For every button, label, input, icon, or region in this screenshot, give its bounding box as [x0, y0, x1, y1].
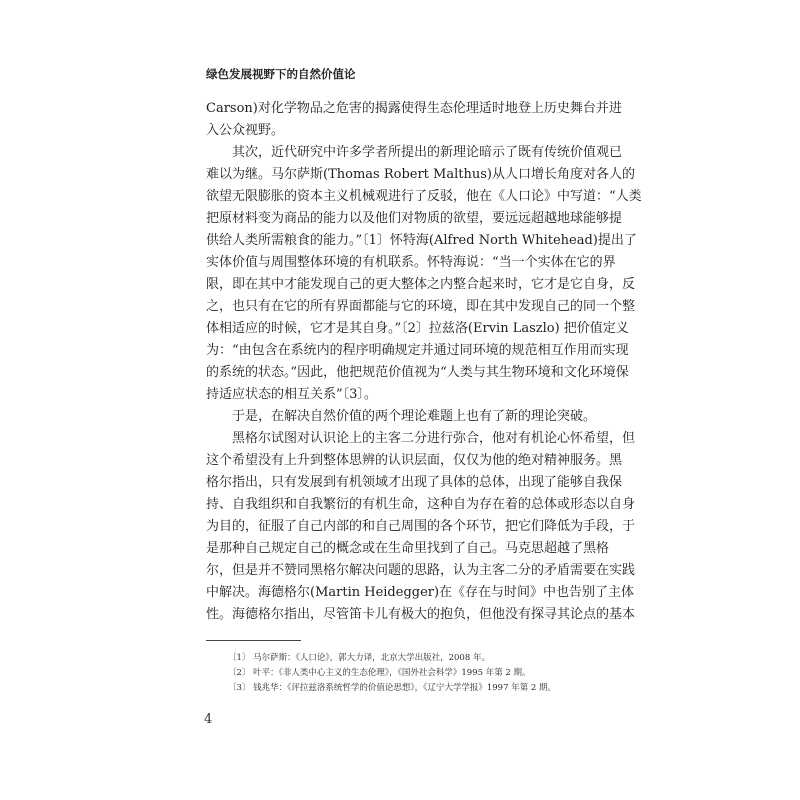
- footnote: 〔3〕 钱兆华：《评拉兹洛系统哲学的价值论思想》，《辽宁大学学报》1997 年第 2 期。: [228, 683, 557, 693]
- footnotes: [228, 651, 598, 696]
- body-line: 为：“由包含在系统内的程序明确规定并通过同环境的规范相互作用而实现: [206, 343, 629, 358]
- body-line: 供给人类所需粮食的能力。”〔1〕怀特海(Alfred North Whitehead)提出了: [206, 233, 637, 248]
- body-line: 是那种自己规定自己的概念或在生命里找到了自己。马克思超越了黑格: [206, 541, 610, 556]
- body-line: 中解决。海德格尔(Martin Heidegger)在《存在与时间》中也告别了主体: [206, 585, 635, 600]
- body-line: 持、自我组织和自我繁衍的有机生命，这种自为存在着的总体或形态以自身: [206, 497, 636, 512]
- footnote: 〔2〕 叶平：《非人类中心主义的生态伦理》，《国外社会科学》1995 年第 2 期。: [228, 668, 531, 678]
- running-head: 绿色发展视野下的自然价值论: [206, 67, 356, 81]
- body-line: 入公众视野。: [206, 123, 285, 138]
- body-line: 黑格尔试图对认识论上的主客二分进行弥合，他对有机论心怀希望，但: [232, 431, 636, 446]
- body-line: 其次，近代研究中许多学者所提出的新理论暗示了既有传统价值观已: [232, 145, 623, 160]
- body-line: 把原材料变为商品的能力以及他们对物质的欲望，要远远超越地球能够提: [206, 211, 623, 226]
- body-text: [206, 98, 642, 626]
- body-line: 欲望无限膨胀的资本主义机械观进行了反驳，他在《人口论》中写道：“人类: [206, 189, 642, 204]
- page-number: 4: [204, 712, 213, 727]
- body-line: 这个希望没有上升到整体思辨的认识层面，仅仅为他的绝对精神服务。黑: [206, 453, 623, 468]
- body-line: 体相适应的时候，它才是其自身。”〔2〕拉兹洛(Ervin Laszlo) 把价值定义: [206, 321, 629, 336]
- body-line: 实体价值与周围整体环境的有机联系。怀特海说：“当一个实体在它的界: [206, 255, 616, 270]
- body-line: 于是，在解决自然价值的两个理论难题上也有了新的理论突破。: [232, 409, 597, 424]
- footnote: 〔1〕 马尔萨斯：《人口论》，郭大力译，北京大学出版社，2008 年。: [228, 653, 490, 663]
- footnote-divider: [206, 640, 301, 641]
- body-line: 之，也只有在它的所有界面都能与它的环境，即在其中发现自己的同一个整: [206, 299, 636, 314]
- body-line: 尔，但是并不赞同黑格尔解决问题的思路，认为主客二分的矛盾需要在实践: [206, 563, 636, 578]
- body-line: 难以为继。马尔萨斯(Thomas Robert Malthus)从人口增长角度对各人的: [206, 167, 635, 182]
- body-line: 持适应状态的相互关系”〔3〕。: [206, 387, 377, 402]
- body-line: 限，即在其中才能发现自己的更大整体之内整合起来时，它才是它自身，反: [206, 277, 636, 292]
- body-line: 格尔指出，只有发展到有机领域才出现了具体的总体，出现了能够自我保: [206, 475, 623, 490]
- body-line: 的系统的状态。”因此，他把规范价值视为“人类与其生物环境和文化环境保: [206, 365, 629, 380]
- body-line: 性。海德格尔指出，尽管笛卡儿有极大的抱负，但他没有探寻其论点的基本: [206, 607, 636, 622]
- body-line: Carson)对化学物品之危害的揭露使得生态伦理适时地登上历史舞台并进: [206, 101, 622, 116]
- body-line: 为目的，征服了自己内部的和自己周围的各个环节，把它们降低为手段，于: [206, 519, 636, 534]
